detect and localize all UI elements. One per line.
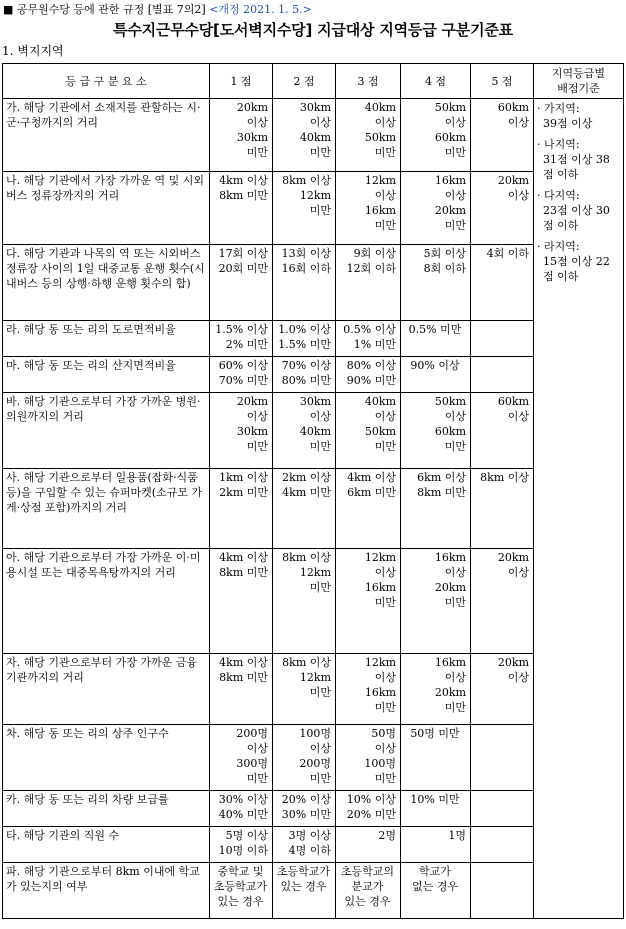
- score-text: 미만: [309, 772, 331, 785]
- score-text: 40km: [364, 395, 396, 408]
- score-cell: [273, 245, 336, 321]
- score-cell: [471, 321, 534, 357]
- score-text: 이상: [507, 566, 529, 579]
- score-text: 이상: [374, 410, 396, 423]
- score-cell: [273, 172, 336, 245]
- score-cell: [273, 321, 336, 357]
- score-cell: [273, 725, 336, 791]
- score-text: 미만: [444, 440, 466, 453]
- score-cell: [401, 791, 471, 827]
- score-text: 60km: [434, 425, 466, 438]
- score-cell: [471, 827, 534, 863]
- criteria-entry: [537, 239, 620, 284]
- score-cell: [273, 863, 336, 919]
- score-text: 50명 미만: [410, 727, 460, 740]
- criteria-value: 31점 이상 38점 이하: [543, 153, 610, 181]
- criteria-value: 15점 이상 22점 이하: [543, 255, 610, 283]
- score-cell: [336, 654, 401, 725]
- score-text: 이상: [309, 742, 331, 755]
- factor-description: 카. 해당 동 또는 리의 차량 보급률: [3, 791, 210, 827]
- score-cell: [401, 469, 471, 549]
- score-text: 12km: [364, 656, 396, 669]
- score-text: 이상: [246, 410, 268, 423]
- header-text: 배점기준: [557, 82, 600, 95]
- score-text: 50km: [434, 395, 466, 408]
- score-text: 8km 미만: [219, 566, 268, 579]
- score-cell: [401, 357, 471, 393]
- score-text: 있는 경우: [344, 895, 391, 908]
- header-score-3: [336, 64, 401, 99]
- score-text: 2km 미만: [219, 486, 268, 499]
- score-text: 8km 이상: [480, 471, 529, 484]
- score-text: 20km: [434, 686, 466, 699]
- score-text: 미만: [444, 146, 466, 159]
- score-cell: [401, 245, 471, 321]
- header-criteria: [534, 64, 624, 99]
- score-text: 12회 이하: [346, 262, 396, 275]
- score-text: 12km: [299, 671, 331, 684]
- score-cell: [273, 393, 336, 469]
- score-text: 300명: [236, 757, 268, 770]
- score-text: 이상: [374, 671, 396, 684]
- score-text: 30km: [299, 101, 331, 114]
- criteria-entry: [537, 188, 620, 233]
- criteria-label: · 다지역:: [537, 189, 580, 202]
- score-text: 이상: [507, 671, 529, 684]
- score-text: 이상: [309, 116, 331, 129]
- score-text: 8km 이상: [282, 551, 331, 564]
- header-text: 등 급 구 분 요 소: [65, 74, 147, 88]
- score-text: 미만: [374, 146, 396, 159]
- header-score-1: [210, 64, 273, 99]
- score-text: 6km 이상: [417, 471, 466, 484]
- score-text: 12km: [299, 566, 331, 579]
- score-text: 이상: [374, 189, 396, 202]
- score-cell: [471, 863, 534, 919]
- score-text: 30km: [236, 131, 268, 144]
- score-text: 16km: [434, 551, 466, 564]
- factor-description: 라. 해당 동 또는 리의 도로면적비율: [3, 321, 210, 357]
- score-text: 이상: [507, 116, 529, 129]
- factor-description: 타. 해당 기관의 직원 수: [3, 827, 210, 863]
- score-text: 20% 미만: [346, 808, 396, 821]
- score-text: 4회 이하: [486, 247, 529, 260]
- score-text: 미만: [444, 596, 466, 609]
- score-text: 20km: [497, 656, 529, 669]
- criteria-label: · 나지역:: [537, 138, 580, 151]
- score-text: 4km 이상: [219, 656, 268, 669]
- score-cell: [336, 99, 401, 172]
- regulation-reference: ■ 공무원수당 등에 관한 규정 [별표 7의2]: [3, 3, 206, 16]
- factor-description: 파. 해당 기관으로부터 8km 이내에 학교가 있는지의 여부: [3, 863, 210, 919]
- score-cell: [336, 827, 401, 863]
- score-text: 1.5% 이상: [215, 323, 268, 336]
- score-cell: [336, 357, 401, 393]
- header-text: 지역등급별: [551, 67, 606, 80]
- score-text: 초등학교가: [213, 880, 268, 893]
- score-text: 미만: [374, 219, 396, 232]
- score-cell: [210, 549, 273, 654]
- score-text: 30% 미만: [281, 808, 331, 821]
- score-cell: [273, 549, 336, 654]
- score-cell: [401, 393, 471, 469]
- score-cell: [210, 393, 273, 469]
- factor-description: 마. 해당 동 또는 리의 산지면적비율: [3, 357, 210, 393]
- score-text: 40km: [299, 425, 331, 438]
- score-text: 미만: [246, 146, 268, 159]
- page-title: 특수지근무수당[도서벽지수당] 지급대상 지역등급 구분기준표: [113, 21, 513, 39]
- score-text: 있는 경우: [280, 880, 327, 893]
- score-text: 16km: [364, 204, 396, 217]
- score-cell: [273, 357, 336, 393]
- score-text: 초등학교의: [340, 865, 395, 878]
- score-cell: [471, 99, 534, 172]
- score-text: 이상: [374, 116, 396, 129]
- score-text: 1km 이상: [219, 471, 268, 484]
- score-text: 8km 미만: [417, 486, 466, 499]
- score-text: 50km: [364, 131, 396, 144]
- header-score-2: [273, 64, 336, 99]
- table-row: [3, 245, 624, 321]
- table-row: [3, 172, 624, 245]
- score-text: 16km: [364, 686, 396, 699]
- score-text: 이상: [444, 566, 466, 579]
- grade-criteria-cell: [534, 99, 624, 919]
- score-text: 10% 미만: [410, 793, 460, 806]
- score-text: 80% 이상: [346, 359, 396, 372]
- score-cell: [336, 469, 401, 549]
- score-text: 16km: [434, 174, 466, 187]
- score-cell: [401, 99, 471, 172]
- score-text: 미만: [374, 701, 396, 714]
- score-cell: [273, 654, 336, 725]
- score-cell: [210, 245, 273, 321]
- score-text: 이상: [309, 410, 331, 423]
- score-text: 17회 이상: [218, 247, 268, 260]
- score-text: 2% 미만: [225, 338, 268, 351]
- table-row: [3, 99, 624, 172]
- score-text: 미만: [374, 772, 396, 785]
- document-header: [3, 1, 312, 17]
- score-text: 없는 경우: [411, 880, 458, 893]
- factor-description: 바. 해당 기관으로부터 가장 가까운 병원·의원까지의 거리: [3, 393, 210, 469]
- score-text: 5회 이상: [423, 247, 466, 260]
- score-text: 중학교 및: [217, 865, 264, 878]
- score-text: 8회 이하: [423, 262, 466, 275]
- header-text: 2 점: [293, 74, 315, 88]
- revision-date: <개정 2021. 1. 5.>: [209, 3, 312, 16]
- score-text: 4km 이상: [347, 471, 396, 484]
- score-text: 10% 이상: [346, 793, 396, 806]
- score-text: 16km: [364, 581, 396, 594]
- score-text: 이상: [374, 566, 396, 579]
- score-text: 50명: [371, 727, 396, 740]
- score-text: 4km 이상: [219, 174, 268, 187]
- score-cell: [273, 469, 336, 549]
- score-cell: [471, 393, 534, 469]
- score-text: 미만: [444, 701, 466, 714]
- score-text: 초등학교가: [276, 865, 331, 878]
- score-text: 1명: [448, 829, 466, 842]
- score-text: 이상: [246, 742, 268, 755]
- factor-description: 다. 해당 기관과 나목의 역 또는 시외버스 정류장 사이의 1일 대중교통 운행 횟수(시내버스 등의 상행·하행 운행 횟수의 합): [3, 245, 210, 321]
- score-text: 70% 이상: [281, 359, 331, 372]
- score-text: 8km 이상: [282, 174, 331, 187]
- table-row: [3, 863, 624, 919]
- score-text: 16km: [434, 656, 466, 669]
- score-text: 6km 미만: [347, 486, 396, 499]
- score-text: 미만: [309, 440, 331, 453]
- score-text: 미만: [246, 440, 268, 453]
- score-cell: [273, 99, 336, 172]
- factor-description: 차. 해당 동 또는 리의 상주 인구수: [3, 725, 210, 791]
- criteria-label: · 라지역:: [537, 240, 580, 253]
- header-factor: [3, 64, 210, 99]
- score-cell: [273, 827, 336, 863]
- header-score-4: [401, 64, 471, 99]
- score-cell: [336, 321, 401, 357]
- factor-description: 사. 해당 기관으로부터 일용품(잡화·식품 등)을 구입할 수 있는 슈퍼마켓(소규모 가게·상점 포함)까지의 거리: [3, 469, 210, 549]
- score-cell: [471, 172, 534, 245]
- score-text: 4명 이하: [288, 844, 331, 857]
- score-text: 미만: [444, 219, 466, 232]
- score-text: 미만: [246, 772, 268, 785]
- score-cell: [210, 863, 273, 919]
- score-text: 0.5% 미만: [408, 323, 462, 336]
- factor-description: 자. 해당 기관으로부터 가장 가까운 금융기관까지의 거리: [3, 654, 210, 725]
- score-text: 9회 이상: [353, 247, 396, 260]
- score-cell: [471, 549, 534, 654]
- score-cell: [210, 827, 273, 863]
- score-text: 40km: [364, 101, 396, 114]
- score-text: 12km: [364, 174, 396, 187]
- score-text: 20% 이상: [281, 793, 331, 806]
- score-text: 8km 미만: [219, 189, 268, 202]
- score-text: 3명 이상: [288, 829, 331, 842]
- score-text: 50km: [364, 425, 396, 438]
- score-cell: [336, 863, 401, 919]
- score-cell: [401, 654, 471, 725]
- score-text: 20km: [236, 395, 268, 408]
- score-text: 미만: [309, 686, 331, 699]
- score-text: 30km: [236, 425, 268, 438]
- score-text: 20회 미만: [218, 262, 268, 275]
- score-cell: [273, 791, 336, 827]
- score-text: 40km: [299, 131, 331, 144]
- score-cell: [401, 549, 471, 654]
- table-header-row: [3, 64, 624, 99]
- score-text: 이상: [444, 116, 466, 129]
- score-text: 13회 이상: [281, 247, 331, 260]
- score-cell: [471, 791, 534, 827]
- score-text: 20km: [434, 581, 466, 594]
- score-text: 80% 미만: [281, 374, 331, 387]
- score-text: 미만: [374, 440, 396, 453]
- factor-description: 아. 해당 기관으로부터 가장 가까운 이·미용시설 또는 대중목욕탕까지의 거리: [3, 549, 210, 654]
- table-row: [3, 791, 624, 827]
- score-text: 0.5% 이상: [343, 323, 396, 336]
- score-cell: [401, 725, 471, 791]
- header-text: 3 점: [357, 74, 379, 88]
- score-text: 20km: [497, 174, 529, 187]
- score-cell: [210, 357, 273, 393]
- score-text: 200명: [236, 727, 268, 740]
- section-heading: 1. 벽지지역: [2, 44, 64, 58]
- score-cell: [471, 357, 534, 393]
- score-text: 이상: [444, 410, 466, 423]
- score-cell: [401, 827, 471, 863]
- score-cell: [401, 863, 471, 919]
- score-text: 1.5% 미만: [278, 338, 331, 351]
- table-row: [3, 725, 624, 791]
- header-text: 5 점: [491, 74, 513, 88]
- score-cell: [336, 549, 401, 654]
- score-text: 60km: [434, 131, 466, 144]
- score-cell: [336, 791, 401, 827]
- score-text: 이상: [444, 671, 466, 684]
- score-cell: [210, 99, 273, 172]
- score-text: 70% 미만: [218, 374, 268, 387]
- score-text: 20km: [434, 204, 466, 217]
- score-text: 30km: [299, 395, 331, 408]
- score-cell: [471, 245, 534, 321]
- score-text: 100명: [364, 757, 396, 770]
- score-text: 미만: [374, 596, 396, 609]
- score-cell: [210, 321, 273, 357]
- score-cell: [401, 321, 471, 357]
- score-text: 이상: [246, 116, 268, 129]
- header-text: 4 점: [424, 74, 447, 88]
- score-cell: [210, 469, 273, 549]
- score-text: 60% 이상: [218, 359, 268, 372]
- grade-criteria-table: [2, 63, 624, 919]
- score-text: 이상: [444, 189, 466, 202]
- table-body: [3, 99, 624, 919]
- score-cell: [471, 654, 534, 725]
- score-cell: [471, 725, 534, 791]
- score-text: 60km: [497, 101, 529, 114]
- score-text: 12km: [364, 551, 396, 564]
- score-text: 8km 이상: [282, 656, 331, 669]
- table-row: [3, 827, 624, 863]
- score-text: 20km: [497, 551, 529, 564]
- score-cell: [210, 791, 273, 827]
- score-text: 8km 미만: [219, 671, 268, 684]
- table-row: [3, 469, 624, 549]
- score-text: 90% 미만: [346, 374, 396, 387]
- factor-description: 가. 해당 기관에서 소재지를 관할하는 시·군·구청까지의 거리: [3, 99, 210, 172]
- header-text: 1 점: [230, 74, 252, 88]
- score-text: 1% 미만: [353, 338, 396, 351]
- score-cell: [336, 245, 401, 321]
- score-cell: [336, 172, 401, 245]
- table-row: [3, 549, 624, 654]
- score-cell: [210, 725, 273, 791]
- table-row: [3, 321, 624, 357]
- score-cell: [210, 172, 273, 245]
- score-cell: [471, 469, 534, 549]
- score-text: 2명: [378, 829, 396, 842]
- score-text: 4km 이상: [219, 551, 268, 564]
- score-cell: [401, 172, 471, 245]
- table-row: [3, 654, 624, 725]
- score-text: 이상: [507, 189, 529, 202]
- score-text: 분교가: [351, 880, 384, 893]
- score-text: 10명 이하: [218, 844, 268, 857]
- score-text: 100명: [299, 727, 331, 740]
- score-text: 200명: [299, 757, 331, 770]
- criteria-value: 39점 이상: [543, 117, 593, 130]
- score-text: 30% 이상: [218, 793, 268, 806]
- score-text: 50km: [434, 101, 466, 114]
- score-text: 90% 이상: [410, 359, 460, 372]
- score-text: 학교가: [419, 865, 451, 878]
- score-text: 5명 이상: [225, 829, 268, 842]
- score-text: 4km 미만: [282, 486, 331, 499]
- criteria-entry: [537, 137, 620, 182]
- score-cell: [336, 725, 401, 791]
- criteria-label: · 가지역:: [537, 102, 580, 115]
- score-text: 20km: [236, 101, 268, 114]
- score-text: 2km 이상: [282, 471, 331, 484]
- score-text: 미만: [309, 581, 331, 594]
- header-score-5: [471, 64, 534, 99]
- score-text: 60km: [497, 395, 529, 408]
- criteria-value: 23점 이상 30점 이하: [543, 204, 610, 232]
- score-text: 1.0% 이상: [278, 323, 331, 336]
- table-row: [3, 357, 624, 393]
- score-cell: [336, 393, 401, 469]
- score-text: 미만: [309, 146, 331, 159]
- score-text: 16회 이하: [281, 262, 331, 275]
- score-text: 미만: [309, 204, 331, 217]
- table-row: [3, 393, 624, 469]
- score-text: 있는 경우: [217, 895, 264, 908]
- score-text: 이상: [374, 742, 396, 755]
- score-text: 12km: [299, 189, 331, 202]
- factor-description: 나. 해당 기관에서 가장 가까운 역 및 시외버스 정류장까지의 거리: [3, 172, 210, 245]
- score-text: 이상: [507, 410, 529, 423]
- criteria-entry: [537, 101, 620, 131]
- score-text: 40% 미만: [218, 808, 268, 821]
- score-cell: [210, 654, 273, 725]
